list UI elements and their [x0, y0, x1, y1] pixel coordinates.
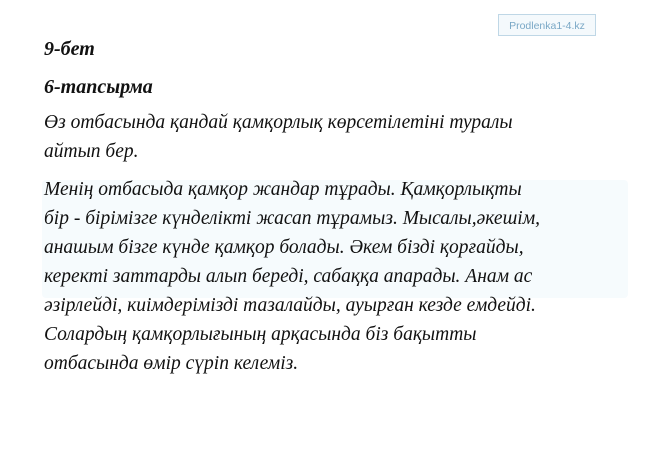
- answer-line: бір - бірімізге күнделікті жасап тұрамыз. Мысалы,әкешім,: [44, 208, 541, 229]
- answer-line: Солардың қамқорлығының арқасында біз бақытты: [44, 324, 477, 345]
- question-line: айтып бер.: [44, 141, 139, 162]
- task-heading: 6-тапсырма: [44, 76, 153, 98]
- answer-line: анашым бізге күнде қамқор болады. Әкем бізді қорғайды,: [44, 237, 524, 258]
- document-body: [44, 34, 634, 378]
- answer-line: әзірлейді, киімдерімізді тазалайды, ауырған кезде емдейді.: [44, 295, 536, 316]
- answer-line: керекті заттарды алып береді, сабаққа апарады. Анам ас: [44, 266, 533, 287]
- question-line: Өз отбасында қандай қамқорлық көрсетілетіні туралы: [44, 112, 513, 133]
- site-watermark-badge: Prodlenka1-4.kz: [498, 14, 596, 36]
- task-answer: [44, 175, 634, 378]
- task-question: [44, 108, 634, 166]
- page-heading: 9-бет: [44, 38, 95, 60]
- answer-line: отбасында өмір сүріп келеміз.: [44, 353, 299, 374]
- answer-line: Менің отбасыда қамқор жандар тұрады. Қамқорлықты: [44, 179, 522, 200]
